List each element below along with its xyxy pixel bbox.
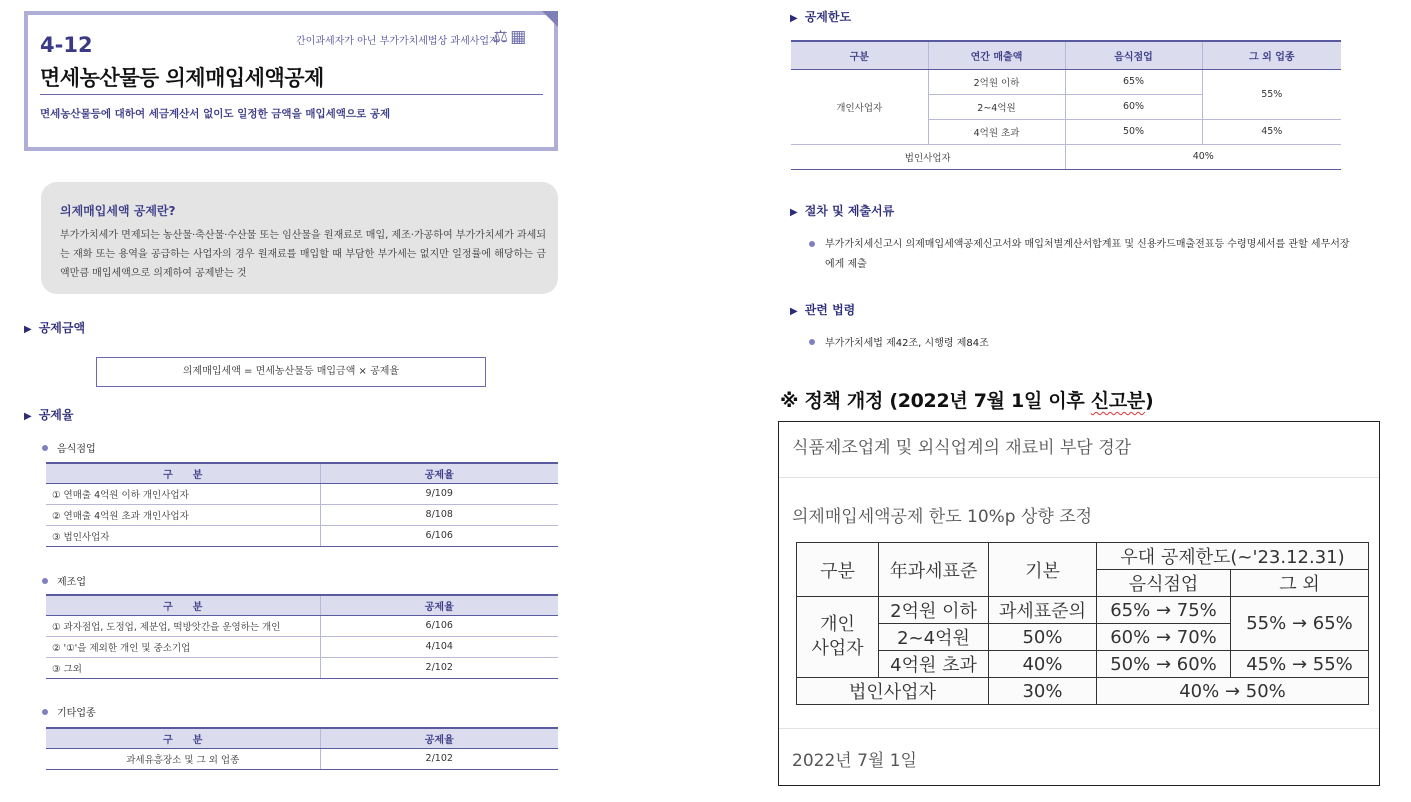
revision-date: 2022년 7월 1일	[779, 728, 1379, 786]
table-row: 4억원 초과 50% 45%	[791, 119, 1341, 144]
group-label: 제조업	[42, 573, 86, 588]
table-row: 과세유흥장소 및 그 외 업종 2/102	[46, 748, 558, 769]
table-header: 구분	[791, 41, 928, 69]
table-row: 4억원 초과 40% 50% → 60% 45% → 55%	[797, 651, 1369, 678]
definition-title: 의제매입세액 공제란?	[60, 204, 176, 218]
section-number: 4-12	[40, 33, 93, 57]
bullet-icon	[42, 709, 48, 715]
formula-box: 의제매입세액 = 면세농산물등 매입금액 × 공제율	[96, 357, 486, 387]
deduction-rate-heading: ▶ 공제율	[24, 408, 74, 422]
triangle-icon: ▶	[24, 324, 32, 335]
bullet-icon	[809, 241, 815, 247]
table-row: ① 연매출 4억원 이하 개인사업자 9/109	[46, 483, 558, 504]
page-subtitle: 면세농산물등에 대하여 세금계산서 없이도 일정한 금액을 매입세액으로 공제	[40, 108, 391, 120]
table-row: ③ 법인사업자 6/106	[46, 525, 558, 546]
deduction-amount-heading: ▶ 공제금액	[24, 321, 86, 335]
table-header: 그 외 업종	[1202, 41, 1341, 69]
table-row: ③ 그외 2/102	[46, 657, 558, 678]
limit-table	[791, 40, 1341, 170]
taxpayer-tag: 간이과세자가 아닌 부가가치세법상 과세사업자	[296, 36, 499, 47]
bullet-icon	[42, 578, 48, 584]
table-header: 음식점업	[1065, 41, 1202, 69]
table-header: 구 분	[46, 463, 320, 483]
gavel-icon: ⚖	[493, 27, 511, 47]
calculator-icon: ▦	[510, 27, 529, 47]
table-row: ② '①'을 제외한 개인 및 중소기업 4/104	[46, 636, 558, 657]
triangle-icon: ▶	[790, 13, 798, 24]
table-header: 공제율	[320, 595, 558, 615]
table-row: 개인사업자 2억원 이하 65% 55%	[791, 69, 1341, 94]
triangle-icon: ▶	[24, 411, 32, 422]
table-row: 개인 사업자 2억원 이하 과세표준의 65% → 75% 55% → 65%	[797, 597, 1369, 624]
bullet-icon	[42, 445, 48, 451]
revision-line-1: 식품제조업계 및 외식업계의 재료비 부담 경감	[779, 422, 1379, 478]
table-header: 공제율	[320, 463, 558, 483]
law-text: 부가가치세법 제42조, 시행령 제84조	[825, 338, 989, 349]
revision-table: 구분 年과세표준 기본 우대 공제한도(~'23.12.31) 음식점업 그 외 개인 사업자 2억원 이하 과세표준의 65% → 75% 55% → 65% 2~4억원 50% 60% → 70% 4억원 초과 40% 50% → 60% 45% → 55% 법인사업자 30% 40% → 50%	[796, 542, 1369, 705]
page-title: 면세농산물등 의제매입세액공제	[40, 66, 324, 90]
limit-heading: ▶ 공제한도	[790, 10, 852, 24]
triangle-icon: ▶	[790, 306, 798, 317]
table-header: 공제율	[320, 728, 558, 748]
table-row: ② 연매출 4억원 초과 개인사업자 8/108	[46, 504, 558, 525]
revision-box	[778, 421, 1380, 786]
rate-table-restaurant	[46, 462, 558, 547]
revision-title: ※ 정책 개정 (2022년 7월 1일 이후 신고분)	[780, 390, 1154, 412]
bullet-icon	[809, 339, 815, 345]
definition-text: 부가가치세가 면제되는 농산물·축산물·수산물 또는 임산물을 원재료로 매입, 제조·가공하여 부가가치세가 과세되는 재화 또는 용역을 공급하는 사업자의 경우 원재료를 매입할 때 부담한 부가세는 없지만 일정률에 해당하는 금액만큼 매입세액으로 의제하여 공제받는 것	[60, 230, 546, 279]
corner-fold	[542, 11, 558, 27]
table-row: 2~4억원 50% 60% → 70%	[797, 624, 1369, 651]
table-header: 구 분	[46, 728, 320, 748]
revision-line-2: 의제매입세액공제 한도 10%p 상향 조정	[792, 507, 1093, 527]
table-header: 연간 매출액	[928, 41, 1065, 69]
law-heading: ▶ 관련 법령	[790, 303, 856, 317]
triangle-icon: ▶	[790, 207, 798, 218]
title-divider	[40, 94, 543, 95]
table-row: 법인사업자 40%	[791, 144, 1341, 169]
group-label: 기타업종	[42, 704, 96, 719]
table-header: 구 분	[46, 595, 320, 615]
table-row: 2~4억원 60%	[791, 94, 1341, 119]
table-row: ① 과자점업, 도정업, 제분업, 떡방앗간을 운영하는 개인 6/106	[46, 615, 558, 636]
rate-table-manufacturing	[46, 594, 558, 679]
rate-table-other	[46, 727, 558, 770]
header-icons	[493, 27, 528, 47]
procedure-text: 부가가치세신고시 의제매입세액공제신고서와 매입처별계산서합계표 및 신용카드매출전표등 수령명세서를 관할 세무서장에게 제출	[825, 239, 1350, 270]
procedure-heading: ▶ 절차 및 제출서류	[790, 204, 895, 218]
group-label: 음식점업	[42, 440, 96, 455]
table-row: 법인사업자 30% 40% → 50%	[797, 678, 1369, 705]
